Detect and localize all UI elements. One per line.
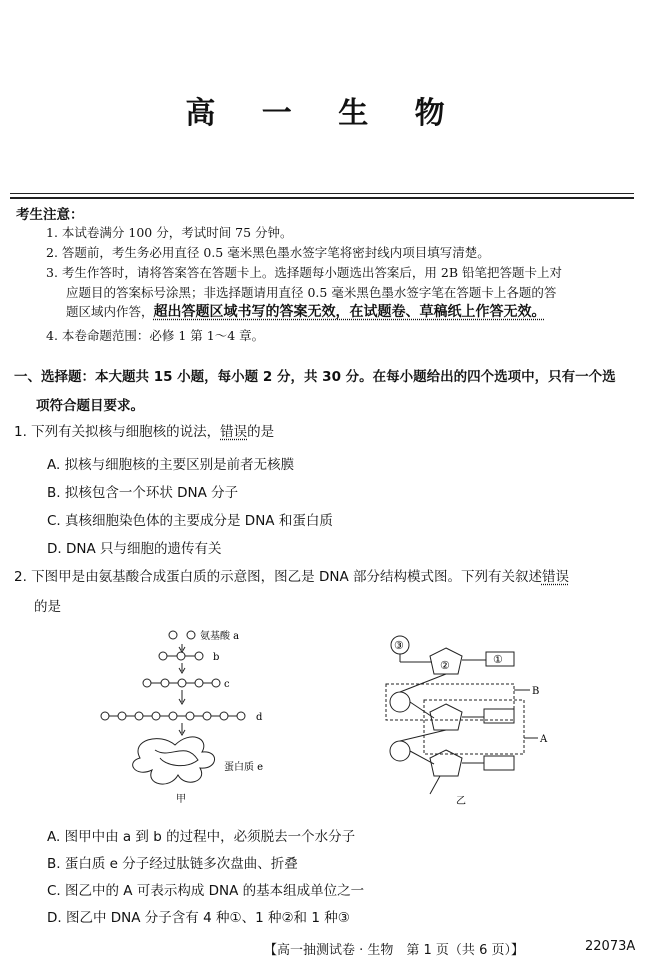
page-footer: 【高一抽测试卷 · 生物 第 1 页（共 6 页）】 [264,943,524,958]
q2-option-a: A. 图甲中由 a 到 b 的过程中，必须脱去一个水分子 [47,829,356,845]
caption-jia: 甲 [176,794,186,805]
amino-acid-2 [187,631,195,639]
q2-stem-a: 2. 下图甲是由氨基酸合成蛋白质的示意图，图乙是 DNA 部分结构模式图。下列有关叙述 [14,569,542,585]
q1-option-d: D. DNA 只与细胞的遗传有关 [47,541,222,557]
q1-option-c: C. 真核细胞染色体的主要成分是 DNA 和蛋白质 [47,513,333,529]
question-2-stem [14,565,569,585]
q2-stem-b: 的是 [34,599,61,615]
notice-item-4: 4. 本卷命题范围：必修 1 第 1～4 章。 [46,328,265,343]
dashed-region-A [424,700,524,754]
amino-acid-1 [169,631,177,639]
q2-option-b: B. 蛋白质 e 分子经过肽链多次盘曲、折叠 [47,856,298,872]
sugar-mid [430,704,462,730]
label-2: ② [440,659,450,672]
section-heading: 一、选择题：本大题共 15 小题，每小题 2 分，共 30 分。在每小题给出的四个选项中，只有一个选 [14,369,616,385]
q1-option-a: A. 拟核与细胞核的主要区别是前者无核膜 [47,457,295,473]
figure-yi [380,628,580,813]
q2-stem-emph: 错误 [541,569,569,585]
notice-item-2: 2. 答题前，考生务必用直径 0.5 毫米黑色墨水签字笔将密封线内项目填写清楚。 [46,245,490,260]
caption-yi: 乙 [456,796,466,807]
notice-item-3-tail: 题区域内作答， [66,304,154,319]
header-rule-thin [10,193,634,194]
paper-code: 22073A [585,939,636,954]
q1-stem-emph: 错误 [220,424,248,440]
protein-tangle [133,737,215,784]
question-1-stem [14,420,274,440]
q2-option-c: C. 图乙中的 A 可表示构成 DNA 的基本组成单位之一 [47,883,365,899]
notice-item-3-last [66,301,546,321]
label-c: c [224,679,230,690]
label-amino-acid-a: 氨基酸 a [200,631,240,642]
section-heading-cont: 项符合题目要求。 [36,398,144,414]
notice-emphasis: 超出答题区域书写的答案无效，在试题卷、草稿纸上作答无效。 [153,304,546,320]
dashed-region-B [386,684,514,720]
header-rule-thick [10,197,634,199]
q1-option-b: B. 拟核包含一个环状 DNA 分子 [47,485,239,501]
notice-item-1: 1. 本试卷满分 100 分，考试时间 75 分钟。 [46,225,293,240]
notice-item-3: 3. 考生作答时，请将答案答在答题卡上。选择题每小题选出答案后，用 2B 铅笔把答题卡上对 [46,265,562,280]
notice-heading: 考生注意： [16,207,84,223]
label-d: d [256,712,263,723]
label-protein-e: 蛋白质 e [224,762,264,773]
base-box-2 [484,709,514,723]
base-box-3 [484,756,514,770]
page-title: 高 一 生 物 [185,96,463,131]
label-3: ③ [394,639,404,652]
figure-jia [90,620,290,810]
label-A: A [540,734,548,745]
phosphate-mid [390,692,410,712]
q1-stem-b: 的是 [247,424,275,440]
q2-option-d: D. 图乙中 DNA 分子含有 4 种①、1 种②和 1 种③ [47,910,350,926]
notice-item-3-cont: 应题目的答案标号涂黑；非选择题请用直径 0.5 毫米黑色墨水签字笔在答题卡上各题的答 [66,285,557,300]
label-1: ① [493,653,503,666]
label-b: b [213,652,220,663]
label-B: B [532,686,540,697]
q1-stem-a: 1. 下列有关拟核与细胞核的说法， [14,424,221,440]
phosphate-bottom [390,741,410,761]
